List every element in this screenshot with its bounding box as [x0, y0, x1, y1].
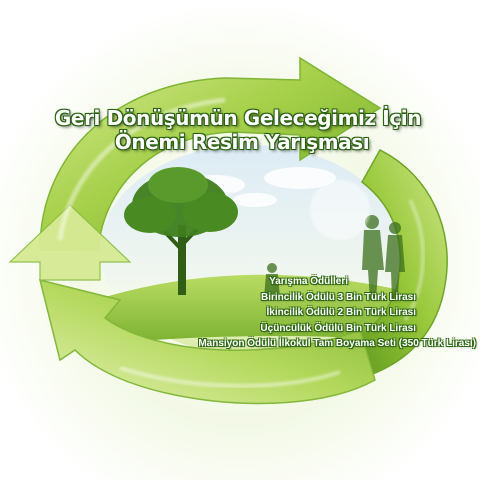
- prize-list: [136, 274, 476, 352]
- prize-third: Üçüncülük Ödülü Bin Türk Lirası: [260, 322, 416, 334]
- prize-heading: Yarışma Ödülleri: [269, 276, 348, 287]
- prize-honorable-mention: Mansiyon Ödülü İlkokul Tam Boyama Seti (350 Türk Lirası): [198, 338, 476, 349]
- title-line-1: Geri Dönüşümün Geleceğimiz İçin: [54, 106, 422, 130]
- sun-glow: [310, 180, 370, 240]
- title-line-2: Önemi Resim Yarışması: [114, 130, 370, 154]
- prize-first: Birincilik Ödülü 3 Bin Türk Lirası: [260, 291, 416, 303]
- prize-second: İkincilik Ödülü 2 Bin Türk Lirası: [266, 307, 416, 318]
